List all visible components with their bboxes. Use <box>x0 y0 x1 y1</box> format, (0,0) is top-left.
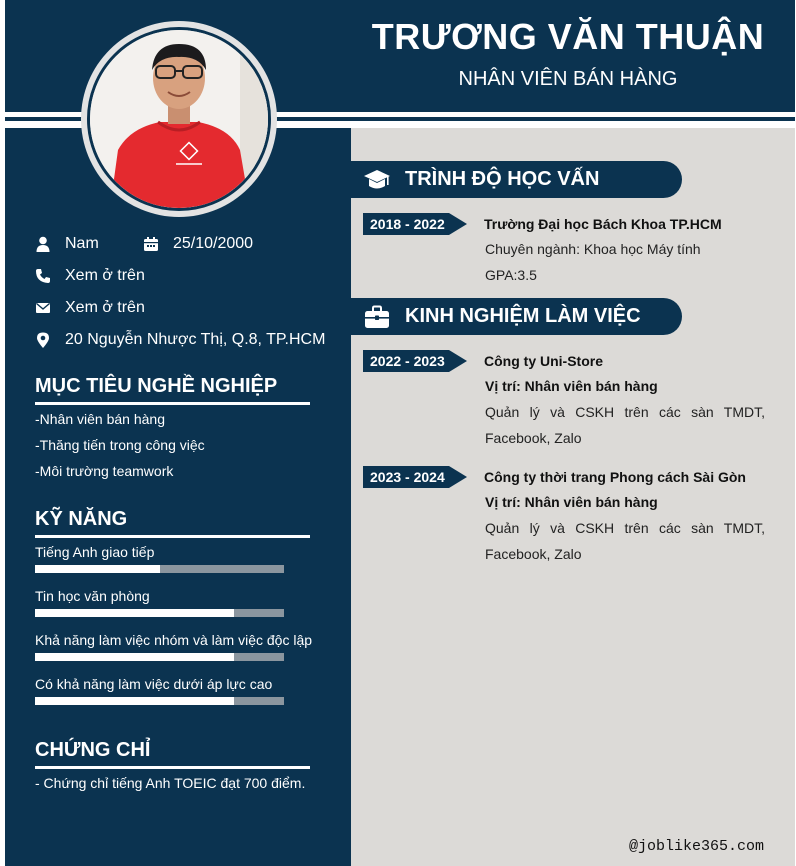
phone-value: Xem ở trên <box>65 267 145 284</box>
phone-icon <box>35 268 51 284</box>
skill-label: Có khả năng làm việc dưới áp lực cao <box>35 676 273 692</box>
experience-position: Vị trí: Nhân viên bán hàng <box>485 494 658 510</box>
experience-company: Công ty thời trang Phong cách Sài Gòn <box>484 469 746 485</box>
candidate-title: NHÂN VIÊN BÁN HÀNG <box>458 68 678 90</box>
skill-bar <box>35 565 284 573</box>
education-period-tag <box>363 213 469 235</box>
graduation-cap-icon <box>363 166 391 194</box>
skill-bar <box>35 653 284 661</box>
watermark: @joblike365.com <box>628 838 764 855</box>
skill-bar-fill <box>35 609 234 617</box>
info-phone <box>35 267 145 285</box>
birthday-value: 25/10/2000 <box>173 235 254 252</box>
skill-label: Tin học văn phòng <box>35 588 150 604</box>
skill-bar <box>35 697 284 705</box>
objective-heading: MỤC TIÊU NGHỀ NGHIỆP <box>35 375 278 397</box>
gender-value: Nam <box>65 235 99 252</box>
skill-bar <box>35 609 284 617</box>
objective-rule <box>35 402 310 405</box>
skill-bar-fill <box>35 565 160 573</box>
experience-period-tag <box>363 350 469 372</box>
education-heading: TRÌNH ĐỘ HỌC VẤN <box>405 168 600 190</box>
certificates-rule <box>35 766 310 769</box>
info-email <box>35 299 145 317</box>
skill-label: Khả năng làm việc nhóm và làm việc độc lập <box>35 632 313 648</box>
skill-bar-fill <box>35 653 234 661</box>
education-school: Trường Đại học Bách Khoa TP.HCM <box>484 216 722 232</box>
experience-section-header <box>351 298 682 335</box>
experience-description: Quản lý và CSKH trên các sàn TMDT, Facebook, Zalo <box>485 404 765 446</box>
calendar-icon <box>143 236 159 252</box>
info-address <box>35 331 325 349</box>
avatar <box>87 27 271 211</box>
education-period: 2018 - 2022 <box>370 216 445 232</box>
skill-label: Tiếng Anh giao tiếp <box>35 544 155 560</box>
education-section-header <box>351 161 682 198</box>
certificates-heading: CHỨNG CHỈ <box>35 739 151 761</box>
experience-position: Vị trí: Nhân viên bán hàng <box>485 378 658 394</box>
map-pin-icon <box>35 332 51 348</box>
experience-period: 2022 - 2023 <box>370 353 445 369</box>
candidate-name: TRƯƠNG VĂN THUẬN <box>371 16 765 57</box>
education-gpa: GPA:3.5 <box>485 267 537 283</box>
objective-item: -Nhân viên bán hàng <box>35 411 165 427</box>
address-value: 20 Nguyễn Nhược Thị, Q.8, TP.HCM <box>65 331 326 348</box>
info-birthday <box>143 235 253 253</box>
skill-bar-fill <box>35 697 234 705</box>
objective-item: -Môi trường teamwork <box>35 463 174 479</box>
experience-company: Công ty Uni-Store <box>484 353 603 369</box>
info-gender <box>35 235 99 253</box>
skills-heading: KỸ NĂNG <box>35 508 128 530</box>
user-icon <box>35 236 51 252</box>
experience-period: 2023 - 2024 <box>370 469 445 485</box>
email-value: Xem ở trên <box>65 299 145 316</box>
experience-heading: KINH NGHIỆM LÀM VIỆC <box>405 305 641 327</box>
skills-rule <box>35 535 310 538</box>
education-major: Chuyên ngành: Khoa học Máy tính <box>485 241 701 257</box>
certificate-item: - Chứng chỉ tiếng Anh TOEIC đạt 700 điểm. <box>35 775 306 791</box>
envelope-icon <box>35 300 51 316</box>
experience-period-tag <box>363 466 469 488</box>
experience-description: Quản lý và CSKH trên các sàn TMDT, Facebook, Zalo <box>485 520 765 562</box>
objective-item: -Thăng tiến trong công việc <box>35 437 205 453</box>
briefcase-icon <box>363 303 391 331</box>
